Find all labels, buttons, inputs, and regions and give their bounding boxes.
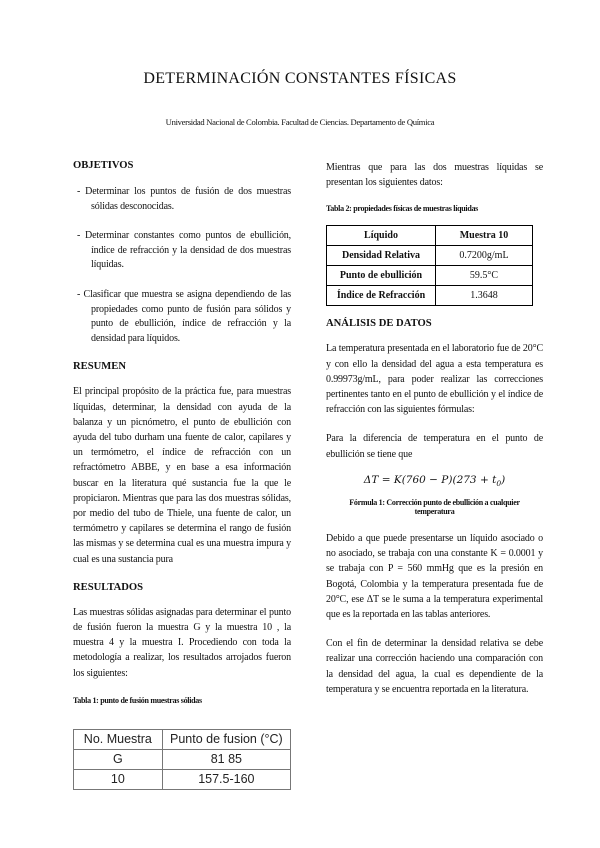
analisis-paragraph: La temperatura presentada en el laboratorio fue de 20°C y con ello la densidad del agua a esta temperatura es 0.99973g/mL, para poder realizar las correcciones pertinentes tanto en el punto de ebullición y el índice de refracción con las siguientes fórmulas: [326,343,543,416]
formula-boiling-correction [326,474,543,488]
table-row [327,246,533,266]
table-melting-points [73,729,291,790]
table-header: Muestra 10 [436,226,533,246]
table-cell: 1.3648 [436,286,533,306]
table-header-row [327,226,533,246]
left-column [73,160,291,790]
table-header-row [74,729,291,749]
liquid-intro-text: Mientras que para las dos muestras líquidas se presentan los siguientes datos: [326,162,543,189]
table-header: Punto de fusion (°C) [162,729,290,749]
formula-subscript: 0 [496,478,502,488]
table-row [74,769,291,789]
affiliation: Universidad Nacional de Colombia. Facultad de Ciencias. Departamento de Química [165,117,435,127]
objetivo-item: - Determinar constantes como puntos de ebullición, índice de refracción y la densidad de dos muestras líquidas. [77,230,291,271]
table-cell: Índice de Refracción [327,286,436,306]
formula-caption: Fórmula 1: Corrección punto de ebullición a cualquier temperatura [349,497,520,516]
table-cell: Punto de ebullición [327,266,436,286]
table-cell: 10 [74,769,163,789]
table-cell: Densidad Relativa [327,246,436,266]
resultados-heading: RESULTADOS [73,581,144,593]
table2-caption: Tabla 2: propiedades físicas de muestras líquidas [326,204,478,214]
table-cell: 157.5-160 [162,769,290,789]
analisis-paragraph: Con el fin de determinar la densidad relativa se debe realizar una corrección haciendo una comparación con la densidad del agua, la cual es dependiente de la temperatura y se encuentra reportada en la literatura. [326,638,543,695]
table1-caption: Tabla 1: punto de fusión muestras sólidas [73,695,202,705]
table-row [327,286,533,306]
table-cell: G [74,749,163,769]
analisis-paragraph: Debido a que puede presentarse un líquido asociado o no asociado, se trabaja con una constante K = 0.0001 y se trabaja con P = 560 mmHg que es la presión en Bogotá, Colombia y la temperatura presentada fue de 20°C, ese ΔT se le suma a la temperatura experimental que es la reportada en las tablas anteriores. [326,532,543,620]
table-header: Líquido [327,226,436,246]
table-liquid-properties [326,225,533,306]
table-row [327,266,533,286]
right-column [326,160,543,697]
resumen-heading: RESUMEN [73,361,126,373]
table-cell: 0.7200g/mL [436,246,533,266]
table-cell: 59.5°C [436,266,533,286]
paper-title: DETERMINACIÓN CONSTANTES FÍSICAS [143,70,457,87]
table-cell: 81 85 [162,749,290,769]
analisis-heading: ANÁLISIS DE DATOS [326,318,432,330]
objetivo-item: - Determinar los puntos de fusión de dos muestras sólidas desconocidas. [77,186,291,212]
analisis-paragraph: Para la diferencia de temperatura en el punto de ebullición se tiene que [326,433,543,460]
table-header: No. Muestra [74,729,163,749]
resultados-text: Las muestras sólidas asignadas para determinar el punto de fusión fueron la muestra G y la muestra 10 , la muestra 4 y la muestra I. Procediendo con toda la metodología a realizar, los resultados arrojados fueron los siguientes: [73,606,291,679]
objetivo-item: - Clasificar que muestra se asigna dependiendo de las propiedades como punto de fusión para sólidos y punto de ebullición, índice de refracción y la densidad para líquidos. [77,288,291,344]
table-row [74,749,291,769]
formula-close: ) [501,473,506,486]
resumen-text: El principal propósito de la práctica fue, para muestras líquidas, determinar, la densidad con ayuda de la balanza y un picnómetro, el punto de ebullición con ayuda del tubo durham una fuente de calor, capilares y un termómetro, el índice de refracción con un refractómetro ABBE, y en base a esa información buscar en la literatura qué sustancia fue la que le propiciaron. Mientras que para las dos muestras sólidas, por medio del tubo de Thiele, una fuente de calor, un termómetro y capilares se determina el rango de fusión las mismas y se determina cual es una muestra impura y cual es una sustancia pura [73,386,291,565]
objetivos-heading: OBJETIVOS [73,160,134,171]
formula-main: ΔT = K(760 − P)(273 + t [363,473,497,486]
